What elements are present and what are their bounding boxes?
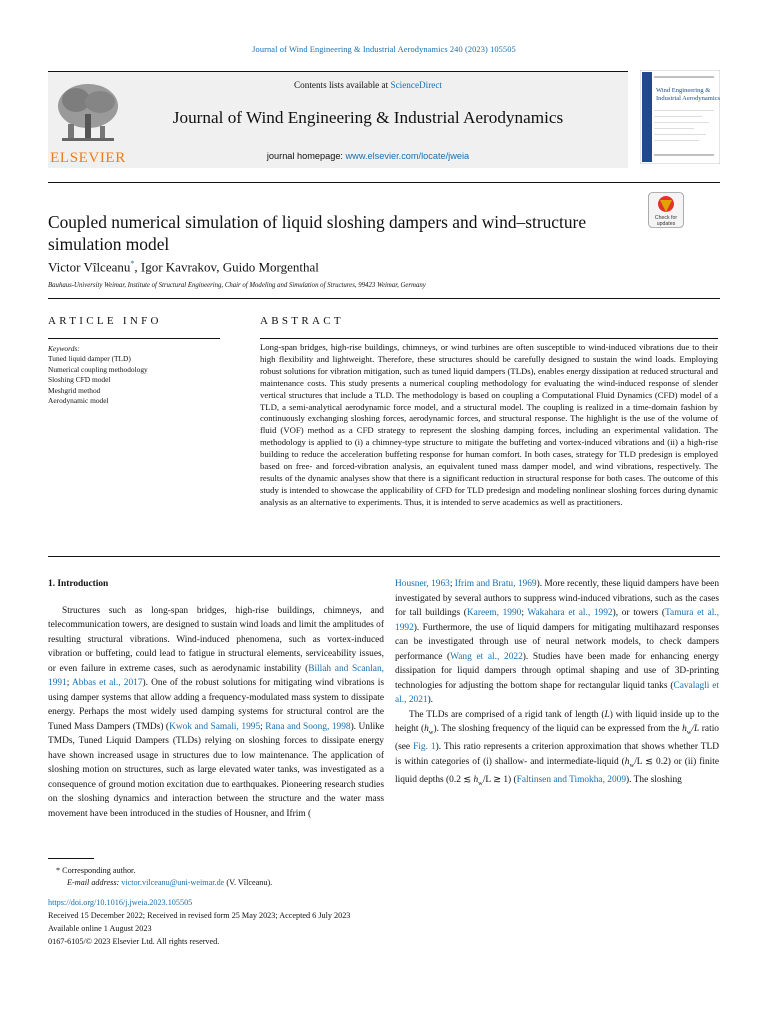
ref-link[interactable]: Kareem, 1990 — [466, 608, 522, 618]
footnote-corresponding — [56, 866, 135, 875]
email-label: E-mail address: — [67, 878, 120, 887]
author-name: Guido Morgenthal — [222, 259, 319, 275]
ref-link[interactable]: Faltinsen and Timokha, 2009 — [516, 775, 627, 786]
email-link[interactable]: victor.vilceanu@uni-weimar.de — [121, 878, 225, 887]
keywords-label: Keywords: — [48, 344, 80, 353]
figure-link[interactable]: Fig. 1 — [413, 742, 436, 753]
journal-citation-line[interactable]: Journal of Wind Engineering & Industrial Aerodynamics 240 (2023) 105505 — [252, 45, 516, 54]
ref-link[interactable]: Ifrim and Bratu, 1969 — [454, 579, 537, 589]
keyword-item: Sloshing CFD model — [48, 375, 111, 385]
abstract-heading: ABSTRACT — [260, 315, 344, 327]
doi-link[interactable]: https://doi.org/10.1016/j.jweia.2023.105505 — [48, 898, 193, 907]
contents-prefix: Contents lists available at — [294, 80, 391, 90]
check-for-updates-line1: Check for — [654, 215, 678, 221]
keyword-item: Tuned liquid damper (TLD) — [48, 354, 131, 364]
article-title: Coupled numerical simulation of liquid sloshing dampers and wind–structure simulation model — [48, 212, 587, 254]
check-for-updates-line2: updates — [656, 221, 676, 227]
affiliation-rule — [48, 298, 720, 299]
author-affiliation: Bauhaus-University Weimar, Institute of Structural Engineering, Chair of Modeling and Simulation of Structures, 99423 Weimar, Germany — [48, 282, 426, 289]
sciencedirect-link[interactable]: ScienceDirect — [390, 80, 442, 90]
author-list — [48, 259, 319, 275]
intro-paragraph-1-continued: Housner, 1963; Ifrim and Bratu, 1969). More recently, these liquid dampers have been investigated by several authors to suppress wind-induced vibrations, such as the cases for tall buildings (Kareem, 1990; Wakahara et al., 1992), or towers (Tamura et al., 1992). Furthermore, the use of liquid dampers for mitigating multihazard responses can be investigated through use of neural network models, to check dampers performance (Wang et al., 2022). Studies have been made for enhancing energy dissipation for liquid dampers through optimal shaping and use of 3D-printing technologies for adjusting the bottom shape for rectangular liquid tanks (Cavalagli et al., 2021). — [395, 579, 720, 705]
abstract-bottom-rule — [48, 556, 720, 557]
ref-link[interactable]: Abbas et al., 2017 — [72, 678, 143, 688]
ref-link[interactable]: Billah and Scanlan, 1991 — [48, 663, 384, 688]
ref-link[interactable]: Housner, 1963 — [395, 579, 450, 589]
available-online: Available online 1 August 2023 — [48, 924, 152, 933]
keyword-item: Meshgrid method — [48, 385, 101, 395]
intro-paragraph-2: The TLDs are comprised of a rigid tank of length (L) with liquid inside up to the height $(h_w)$. The sloshing frequency of the liquid can be expressed from the $h_w/L$ ratio (see Fig. 1). This ratio represents a criterion approximation that shows whether TLD is within categories of (i) shallow- and intermediate-liquid ($h_w/L$ ≲ 0.2) or (ii) finite liquid depths (0.2 ≲ $h_w/L$ ≳ 1) (Faltinsen and Timokha, 2009). The sloshing — [395, 709, 719, 788]
contents-list-line — [128, 80, 608, 90]
ref-link[interactable]: Wakahara et al., 1992 — [527, 608, 613, 618]
received-dates: Received 15 December 2022; Received in revised form 25 May 2023; Accepted 6 July 2023 — [48, 911, 351, 920]
article-info-heading: ARTICLE INFO — [48, 315, 162, 327]
copyright-notice: 0167-6105/© 2023 Elsevier Ltd. All rights reserved. — [48, 937, 220, 946]
abstract-text: Long-span bridges, high-rise buildings, chimneys, or wind turbines are often susceptible to wind-induced vibrations due to their high flexibility and lightweight. Therefore, these structures should be carefully designed to sustain the wind loads. Employing robust solutions for vibration mitigation, such as tuned liquid dampers (TLDs), enables energy dissipation at reduced structural and maintenance costs. This study presents a numerical coupling methodology for evaluating the wind-induced response of slender vertical structures that include a TLD. The methodology is based on coupling a Computational Fluid Dynamics (CFD) model of a TLD, a semi-analytical aerodynamic force model, and a structural model. The coupling is realized in a time-domain fashion by continuously exchanging sloshing forces, aerodynamic forces, and structural response. The highlight is the use of the volume of fluid (VOF) method as a CFD strategy to represent the sloshing damping forces, including an experimental validation. The methodology is applied to (i) a chimney-type structure to mitigate the buffeting and vortex-induced vibrations and (ii) a high-rise building to reduce the acceleration buffeting response for human comfort. In both cases, strategy for TLD predesign is employed based on free- and forced-vibration analysis, an equivalent tuned mass damper model, and wind vibrations, respectively. The results of the dynamic analyses show that there is a significant reduction in structural response for both cases. The outcome of this study is intended to showcase the applicability of CFD for TLD predesign and modeling nonlinear sloshing forces during dynamic analysis as an alternative to experiments. Thus, it is intended to serve academics as well as practitioners. — [260, 342, 718, 507]
author-name: Victor Vîlceanu — [48, 259, 131, 275]
ref-link[interactable]: Wang et al., 2022 — [450, 651, 523, 662]
corresponding-author-marker[interactable]: * — [130, 259, 135, 268]
footnote-rule — [48, 858, 94, 859]
footnote-marker: * — [56, 866, 61, 875]
cover-title-line1: Wind Engineering & — [656, 87, 711, 94]
ref-link[interactable]: Cavalagli et al., 2021 — [395, 680, 719, 705]
header-bottom-rule — [48, 182, 720, 183]
ref-link[interactable]: Tamura et al., 1992 — [395, 608, 719, 633]
article-info-rule — [48, 338, 220, 339]
keyword-item: Numerical coupling methodology — [48, 364, 148, 374]
keywords-block — [48, 344, 148, 406]
ref-link[interactable]: Rana and Soong, 1998 — [265, 721, 351, 732]
body-column-right — [395, 577, 719, 792]
section-heading-introduction: 1. Introduction — [48, 579, 109, 589]
email-suffix: (V. Vîlceanu). — [226, 878, 273, 887]
abstract-rule — [260, 338, 718, 339]
journal-cover-thumbnail[interactable] — [640, 70, 720, 164]
homepage-prefix: journal homepage: — [266, 151, 346, 161]
journal-homepage-line — [128, 151, 608, 161]
author-name: Igor Kavrakov — [140, 259, 217, 275]
homepage-link[interactable]: www.elsevier.com/locate/jweia — [345, 151, 470, 161]
body-column-left — [48, 577, 384, 821]
author-separator: , — [216, 259, 223, 275]
keyword-item: Aerodynamic model — [48, 396, 109, 406]
check-for-updates-icon[interactable] — [648, 192, 684, 228]
ref-link[interactable]: Kwok and Samali, 1995 — [169, 721, 261, 732]
cover-title-line2: Industrial Aerodynamics — [656, 95, 720, 102]
footnote-email — [67, 878, 272, 887]
elsevier-wordmark: ELSEVIER — [50, 150, 126, 166]
journal-title: Journal of Wind Engineering & Industrial Aerodynamics — [172, 108, 564, 127]
intro-paragraph-1: Structures such as long-span bridges, high-rise buildings, chimneys, and telecommunication towers, are designed to sustain wind loads and limit the amplitudes of resulting structural vibrations. Wind-induced phenomena, such as vortex-induced vibration or buffeting, could lead to fatigue in structural elements, serviceability issues, or even failure in extreme cases, such as aerodynamic instability (Billah and Scanlan, 1991; Abbas et al., 2017). One of the robust solutions for mitigating wind vibrations is using damper systems that allow adding a frequency-modulated mass system to dissipate energy. Perhaps the most widely used damping systems for structural control are the Tuned Mass Dampers (TMDs) (Kwok and Samali, 1995; Rana and Soong, 1998). Unlike TMDs, Tuned Liquid Dampers (TLDs) relying on sloshing forces to dissipate energy have shown increased usage in structures due to low maintenance. The application of sloshing motion on structures, such as large elevated water tanks, was investigated as a consequence of ground motion excitation due to earthquakes. Pioneering research studies on the sloshing dynamics and interaction between the structure and the water mass movement have been introduced in the studies of Housner, and Ifrim ( — [48, 605, 385, 819]
footnote-corresponding-text: Corresponding author. — [62, 866, 136, 875]
author-separator: , — [134, 259, 141, 275]
